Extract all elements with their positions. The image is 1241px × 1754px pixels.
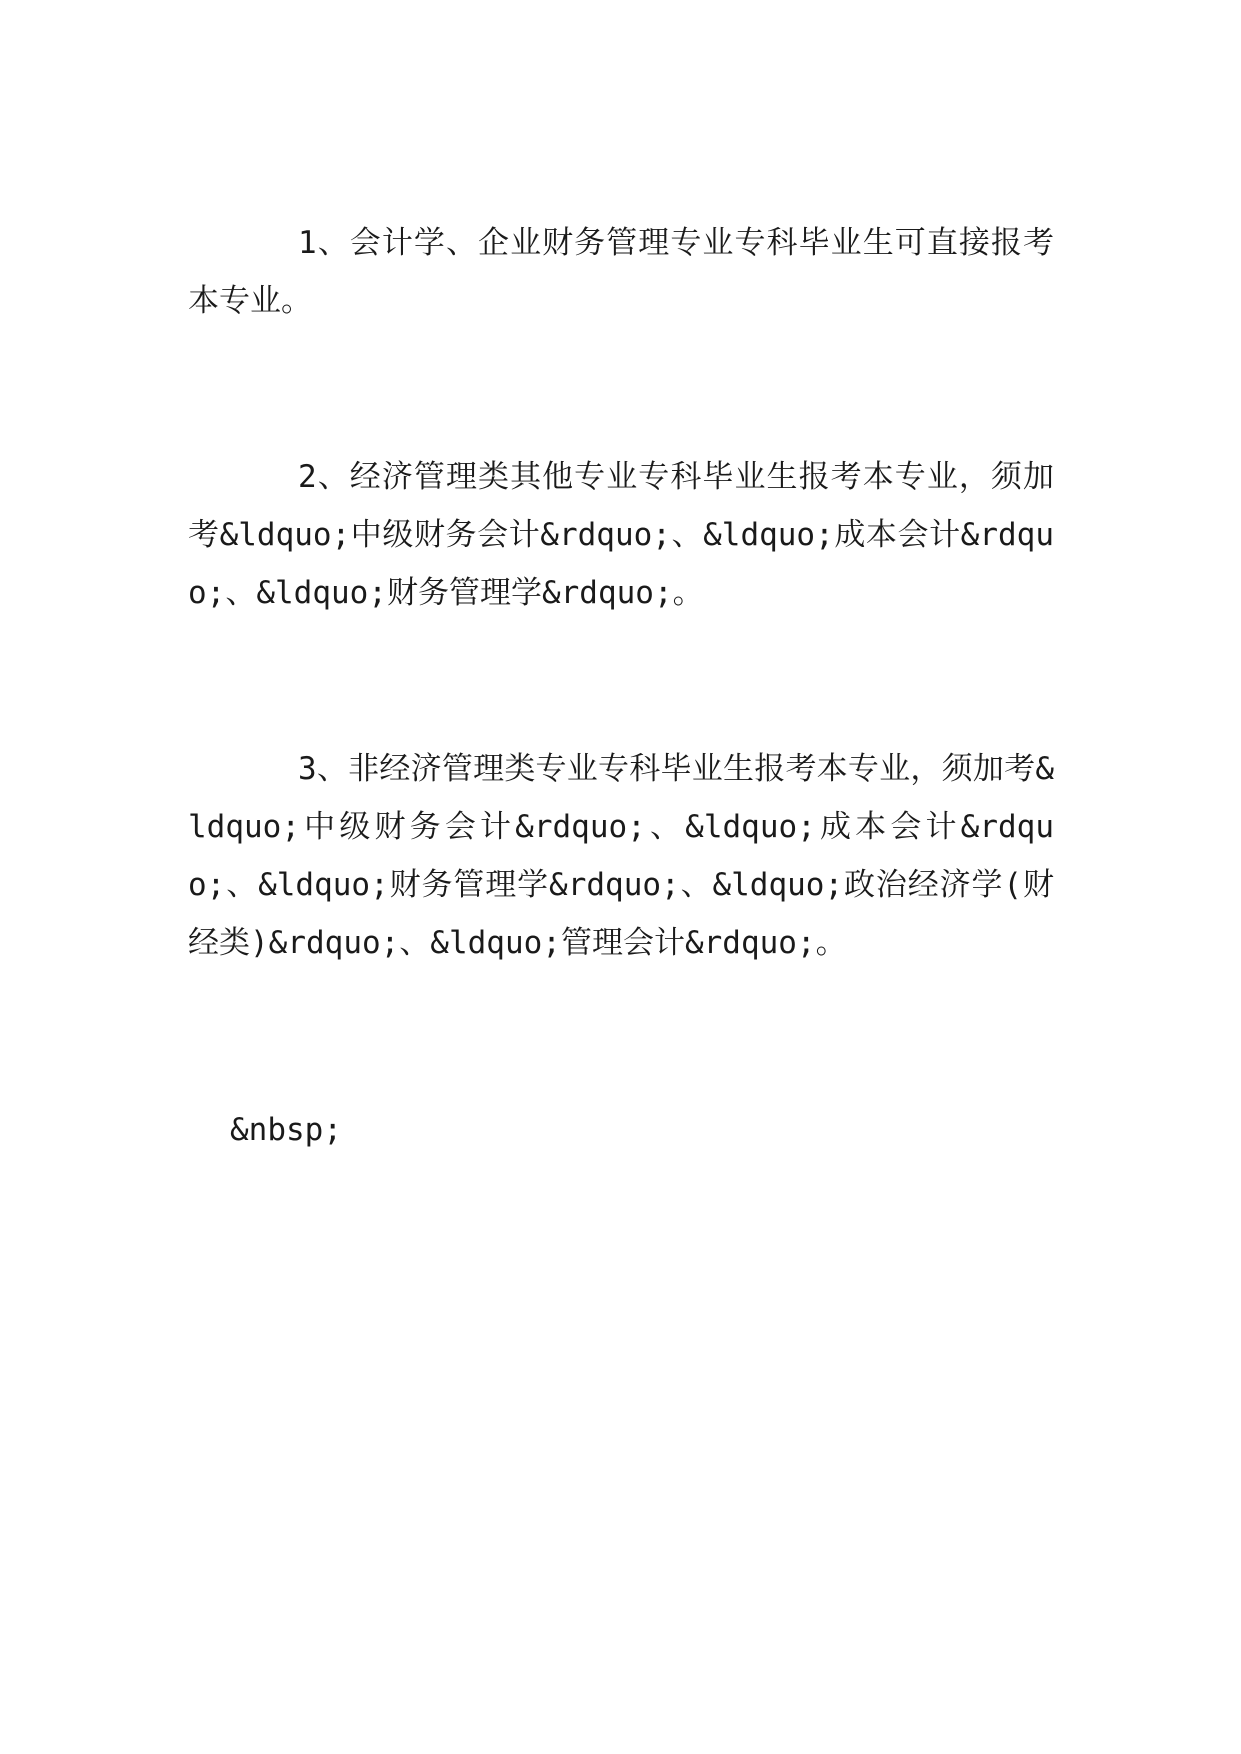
paragraph-2-text: 2、经济管理类其他专业专科毕业生报考本专业，须加考&ldquo;中级财务会计&rdquo;、&ldquo;成本会计&rdquo;、&ldquo;财务管理学&rdquo;。 xyxy=(188,459,1054,611)
paragraph-3-text: 3、非经济管理类专业专科毕业生报考本专业，须加考&ldquo;中级财务会计&rdquo;、&ldquo;成本会计&rdquo;、&ldquo;财务管理学&rdquo;、&ldquo;政治经济学(财经类)&rdquo;、&ldquo;管理会计&rdquo;。 xyxy=(188,751,1054,961)
paragraph-3 xyxy=(188,740,1054,972)
paragraph-1-text: 1、会计学、企业财务管理专业专科毕业生可直接报考本专业。 xyxy=(188,225,1054,319)
paragraph-2 xyxy=(188,448,1054,622)
trailing-entity-text: &nbsp; xyxy=(230,1112,342,1148)
paragraph-1 xyxy=(188,214,1054,330)
